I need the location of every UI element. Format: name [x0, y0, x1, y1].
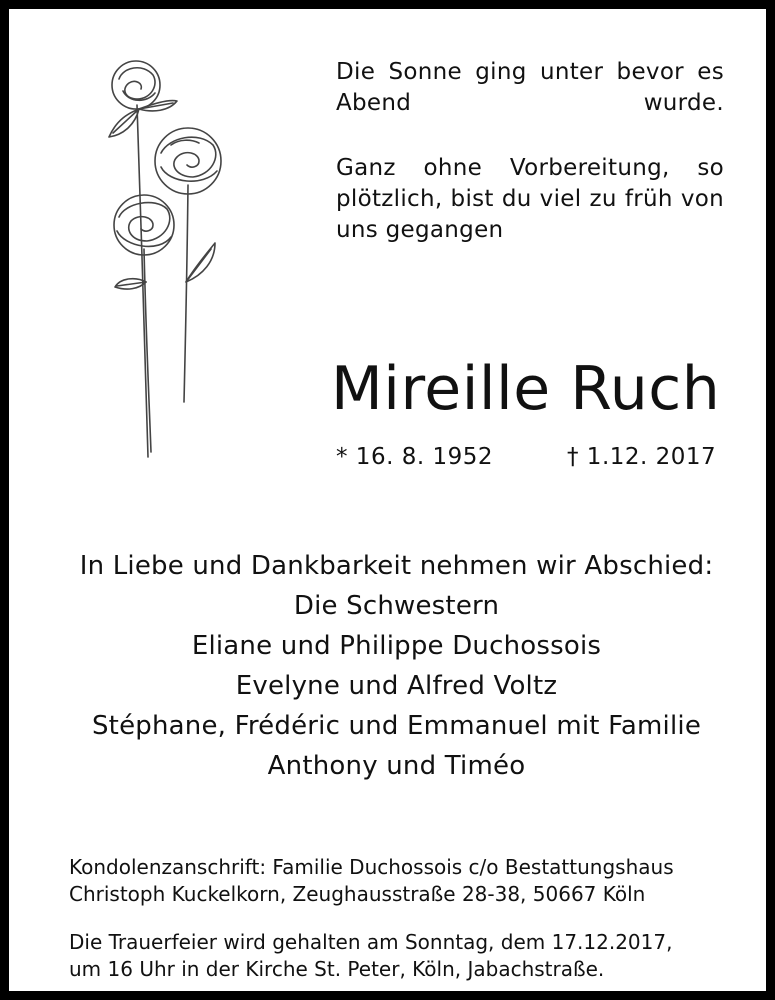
mourner-line: Evelyne und Alfred Voltz	[235, 671, 558, 701]
condolence-line-2: Christoph Kuckelkorn, Zeughausstraße 28-38, 50667 Köln	[69, 882, 646, 906]
poem-stanza-1: Die Sonne ging unter bevor es Abend wurde.	[336, 59, 724, 116]
mourners-intro: In Liebe und Dankbarkeit nehmen wir Abschied:	[79, 551, 714, 581]
service-line-2: um 16 Uhr in der Kirche St. Peter, Köln, Jabachstraße.	[69, 957, 605, 981]
condolence-line-1: Kondolenzanschrift: Familie Duchossois c/o Bestattungshaus	[69, 855, 674, 879]
condolence-address	[69, 854, 729, 908]
roses-illustration	[99, 57, 229, 467]
birth-date: * 16. 8. 1952	[336, 444, 493, 470]
mourners-block	[39, 546, 754, 786]
poem-stanza-2: Ganz ohne Vorbereitung, so plötzlich, bist du viel zu früh von uns gegangen	[336, 155, 724, 243]
mourner-line: Anthony und Timéo	[267, 751, 526, 781]
mourner-line: Stéphane, Frédéric und Emmanuel mit Familie	[91, 711, 702, 741]
mourner-line: Die Schwestern	[293, 591, 500, 621]
mourner-line: Eliane und Philippe Duchossois	[191, 631, 602, 661]
poem	[336, 57, 724, 246]
funeral-service-info	[69, 929, 729, 983]
deceased-name: Mireille Ruch	[331, 354, 721, 424]
service-line-1: Die Trauerfeier wird gehalten am Sonntag, dem 17.12.2017,	[69, 930, 673, 954]
death-date: † 1.12. 2017	[567, 444, 717, 470]
